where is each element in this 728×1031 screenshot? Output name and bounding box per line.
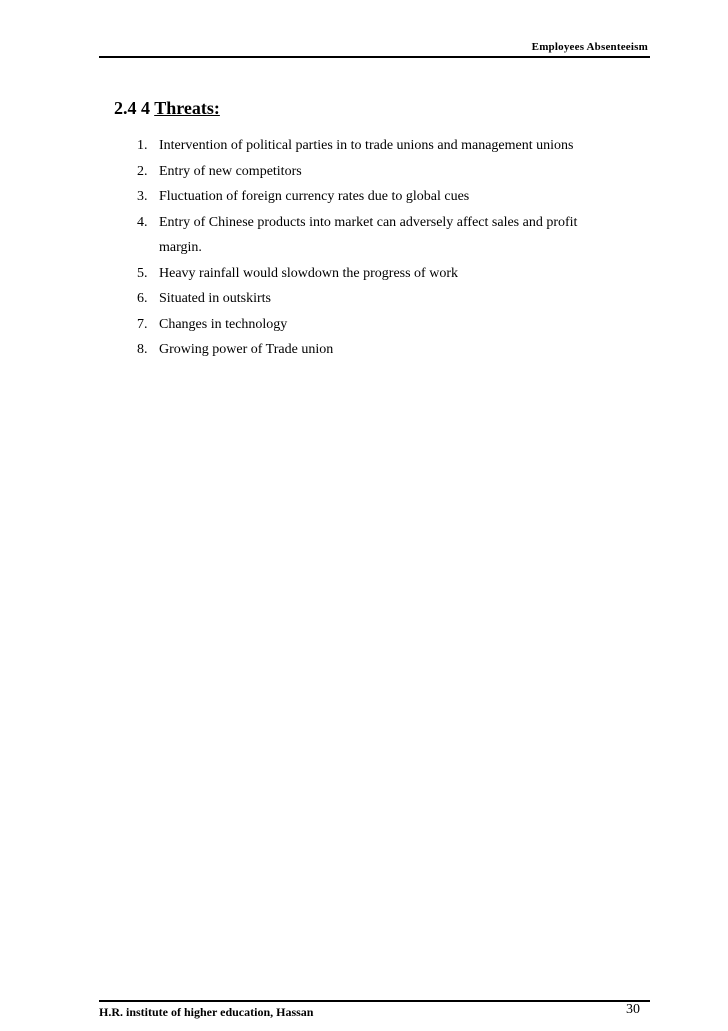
list-item-text: Situated in outskirts: [159, 291, 271, 306]
list-item-number: 6.: [137, 291, 148, 306]
list-item-text: Intervention of political parties in to trade unions and management unions: [159, 138, 574, 153]
list-item: [137, 261, 617, 287]
list-item: [137, 210, 617, 261]
list-item: [137, 184, 617, 210]
list-item-text: Heavy rainfall would slowdown the progress of work: [159, 265, 458, 281]
list-item-number: 7.: [137, 316, 148, 332]
header-rule: [99, 56, 650, 58]
list-item: [137, 337, 617, 363]
footer-rule: [99, 1000, 650, 1002]
list-item-number: 4.: [137, 214, 148, 230]
list-item-text: Entry of new competitors: [159, 163, 302, 179]
page-number: 30: [626, 1002, 640, 1017]
list-item: [137, 286, 617, 312]
list-item-number: 5.: [137, 265, 148, 281]
list-item-number: 8.: [137, 342, 148, 357]
list-item: [137, 133, 617, 159]
list-item-number: 2.: [137, 163, 148, 179]
list-item-number: 3.: [137, 189, 148, 204]
list-item-text: Entry of Chinese products into market can adversely affect sales and profit margin.: [159, 214, 578, 255]
list-item-text: Growing power of Trade union: [159, 342, 334, 357]
section-title: Threats:: [154, 98, 220, 118]
section-number: 2.4 4: [114, 98, 150, 118]
section-heading: [114, 98, 220, 119]
list-item-text: Changes in technology: [159, 316, 288, 332]
list-item-number: 1.: [137, 138, 148, 153]
threat-list: [137, 133, 617, 363]
list-item: [137, 159, 617, 185]
list-item: [137, 312, 617, 338]
running-header: Employees Absenteeism: [531, 41, 648, 53]
list-item-text: Fluctuation of foreign currency rates due to global cues: [159, 189, 470, 204]
footer-institution: H.R. institute of higher education, Hassan: [99, 1005, 314, 1019]
